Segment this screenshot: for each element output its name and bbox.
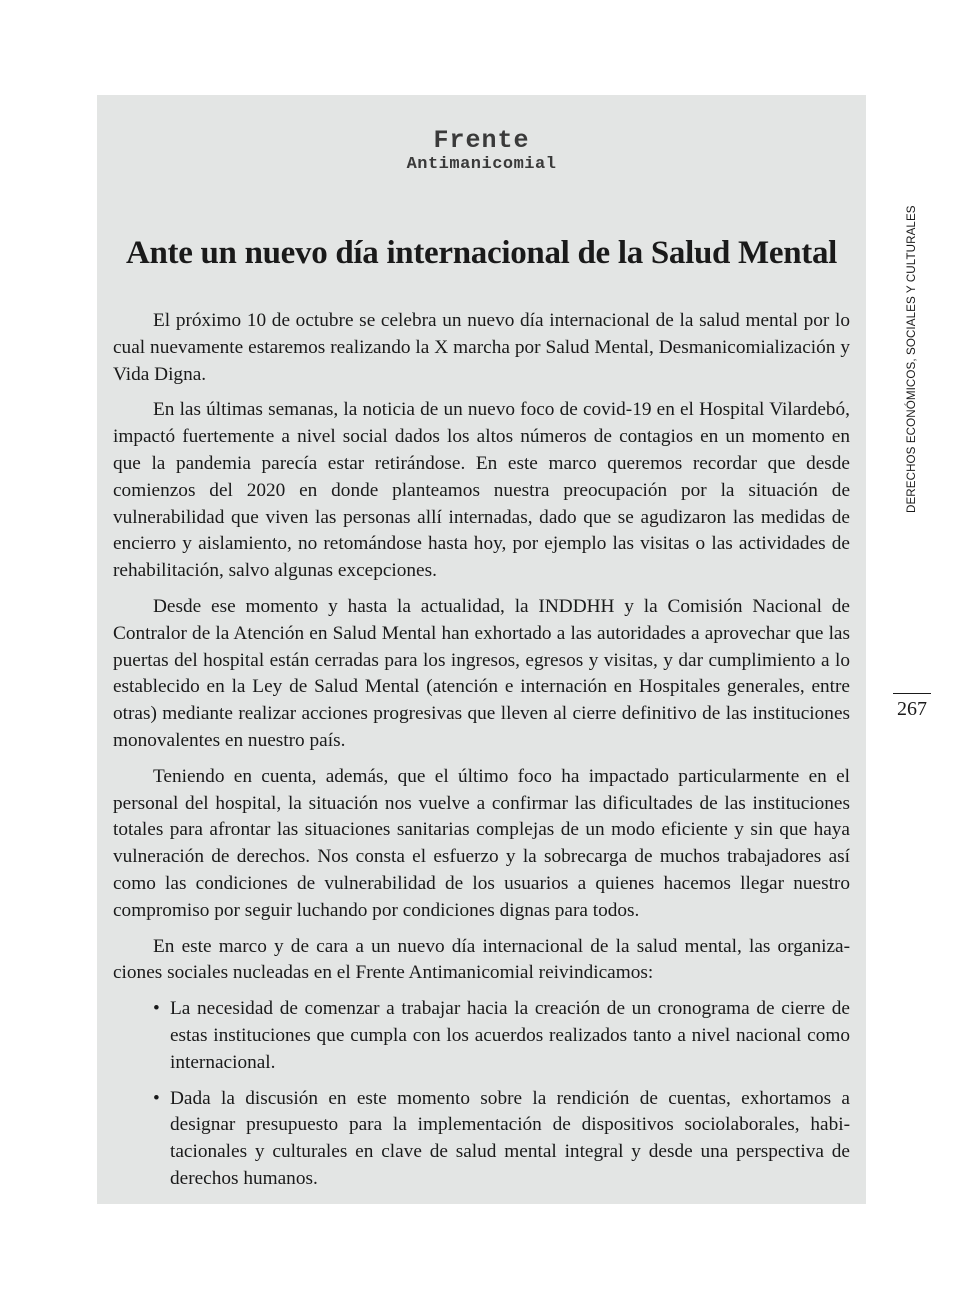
- bullet-icon: •: [153, 998, 160, 1020]
- paragraph: En las últimas semanas, la noticia de un nuevo foco de covid-19 en el Hospital Vilardebó, impactó fuertemente a nivel social dados los altos números de contagios en un momento en que la pandemia parecía estar retirándose. En este marco queremos recordar que desde comienzos del 2020 en donde planteamos nuestra preocupación por la situación de vulnerabilidad que viven las personas allí internadas, dado que se agudizaron las medidas de encierro y aislamiento, no retomándose hasta hoy, por ejemplo las visitas o las actividades de rehabilitación, salvo algunas excepciones.: [113, 399, 850, 582]
- paragraph: Teniendo en cuenta, además, que el último foco ha impactado particularmente en el personal del hospital, la situación nos vuelve a confirmar las dificultades de las instituciones totales para afrontar las situaciones sanitarias complejas de un modo eficiente y sin que haya vulneración de derechos. Nos consta el esfuerzo y la sobrecarga de muchos trabajadores así como las condiciones de vulnerabilidad de los usuarios a quienes hacemos llegar nuestro compromiso por seguir luchando por condiciones dignas para todos.: [113, 765, 850, 921]
- list-item-text: La necesidad de comenzar a trabajar hacia la creación de un cronograma de cierre de estas instituciones que cumpla con los acuerdos realizados tanto a nivel nacional como internacional.: [170, 998, 850, 1073]
- list-item: [153, 996, 850, 1076]
- organization-name-line2: Antimanicomial: [406, 155, 557, 174]
- section-side-label: DERECHOS ECONÓMICOS, SOCIALES Y CULTURALES: [905, 205, 918, 513]
- paragraph: El próximo 10 de octubre se celebra un nuevo día internacional de la salud mental por lo cual nuevamente estaremos realizando la X marcha por Salud Mental, Desmanicomialización y Vida Digna.: [113, 310, 850, 385]
- list-item: [153, 1086, 850, 1193]
- demands-list: [113, 996, 850, 1193]
- paragraph: Desde ese momento y hasta la actualidad, la INDDHH y la Comisión Nacional de Contralor de la Atención en Salud Mental han exhortado a las autoridades a aprovechar que las puertas del hospital están cerradas para los ingresos, egresos y visitas, y dar cumplimiento a lo establecido en la Ley de Salud Mental (atención e internación en Hospitales generales, entre otras) mediante realizar acciones progresivas que lleven al cierre definitivo de las instituciones monovalentes en nuestro país.: [113, 595, 850, 751]
- list-item-text: Dada la discusión en este momento sobre la rendición de cuentas, exhortamos a designar presupuesto para la implementación de dispositivos sociolaborales, habitacionales y culturales en clave de salud mental integral y desde una perspectiva de derechos humanos.: [170, 1087, 850, 1189]
- article-body: [113, 308, 850, 1202]
- article-panel: [97, 95, 866, 1204]
- bullet-icon: •: [153, 1087, 160, 1109]
- paragraph: En este marco y de cara a un nuevo día internacional de la salud mental, las organizaciones sociales nucleadas en el Frente Antimanicomial reivindicamos:: [113, 935, 850, 984]
- page-number-rule: [893, 693, 931, 694]
- organization-name-line1: Frente: [433, 126, 530, 155]
- page-number: 267: [897, 698, 927, 720]
- organization-logo: [97, 127, 866, 175]
- article-title: Ante un nuevo día internacional de la Salud Mental: [125, 235, 838, 271]
